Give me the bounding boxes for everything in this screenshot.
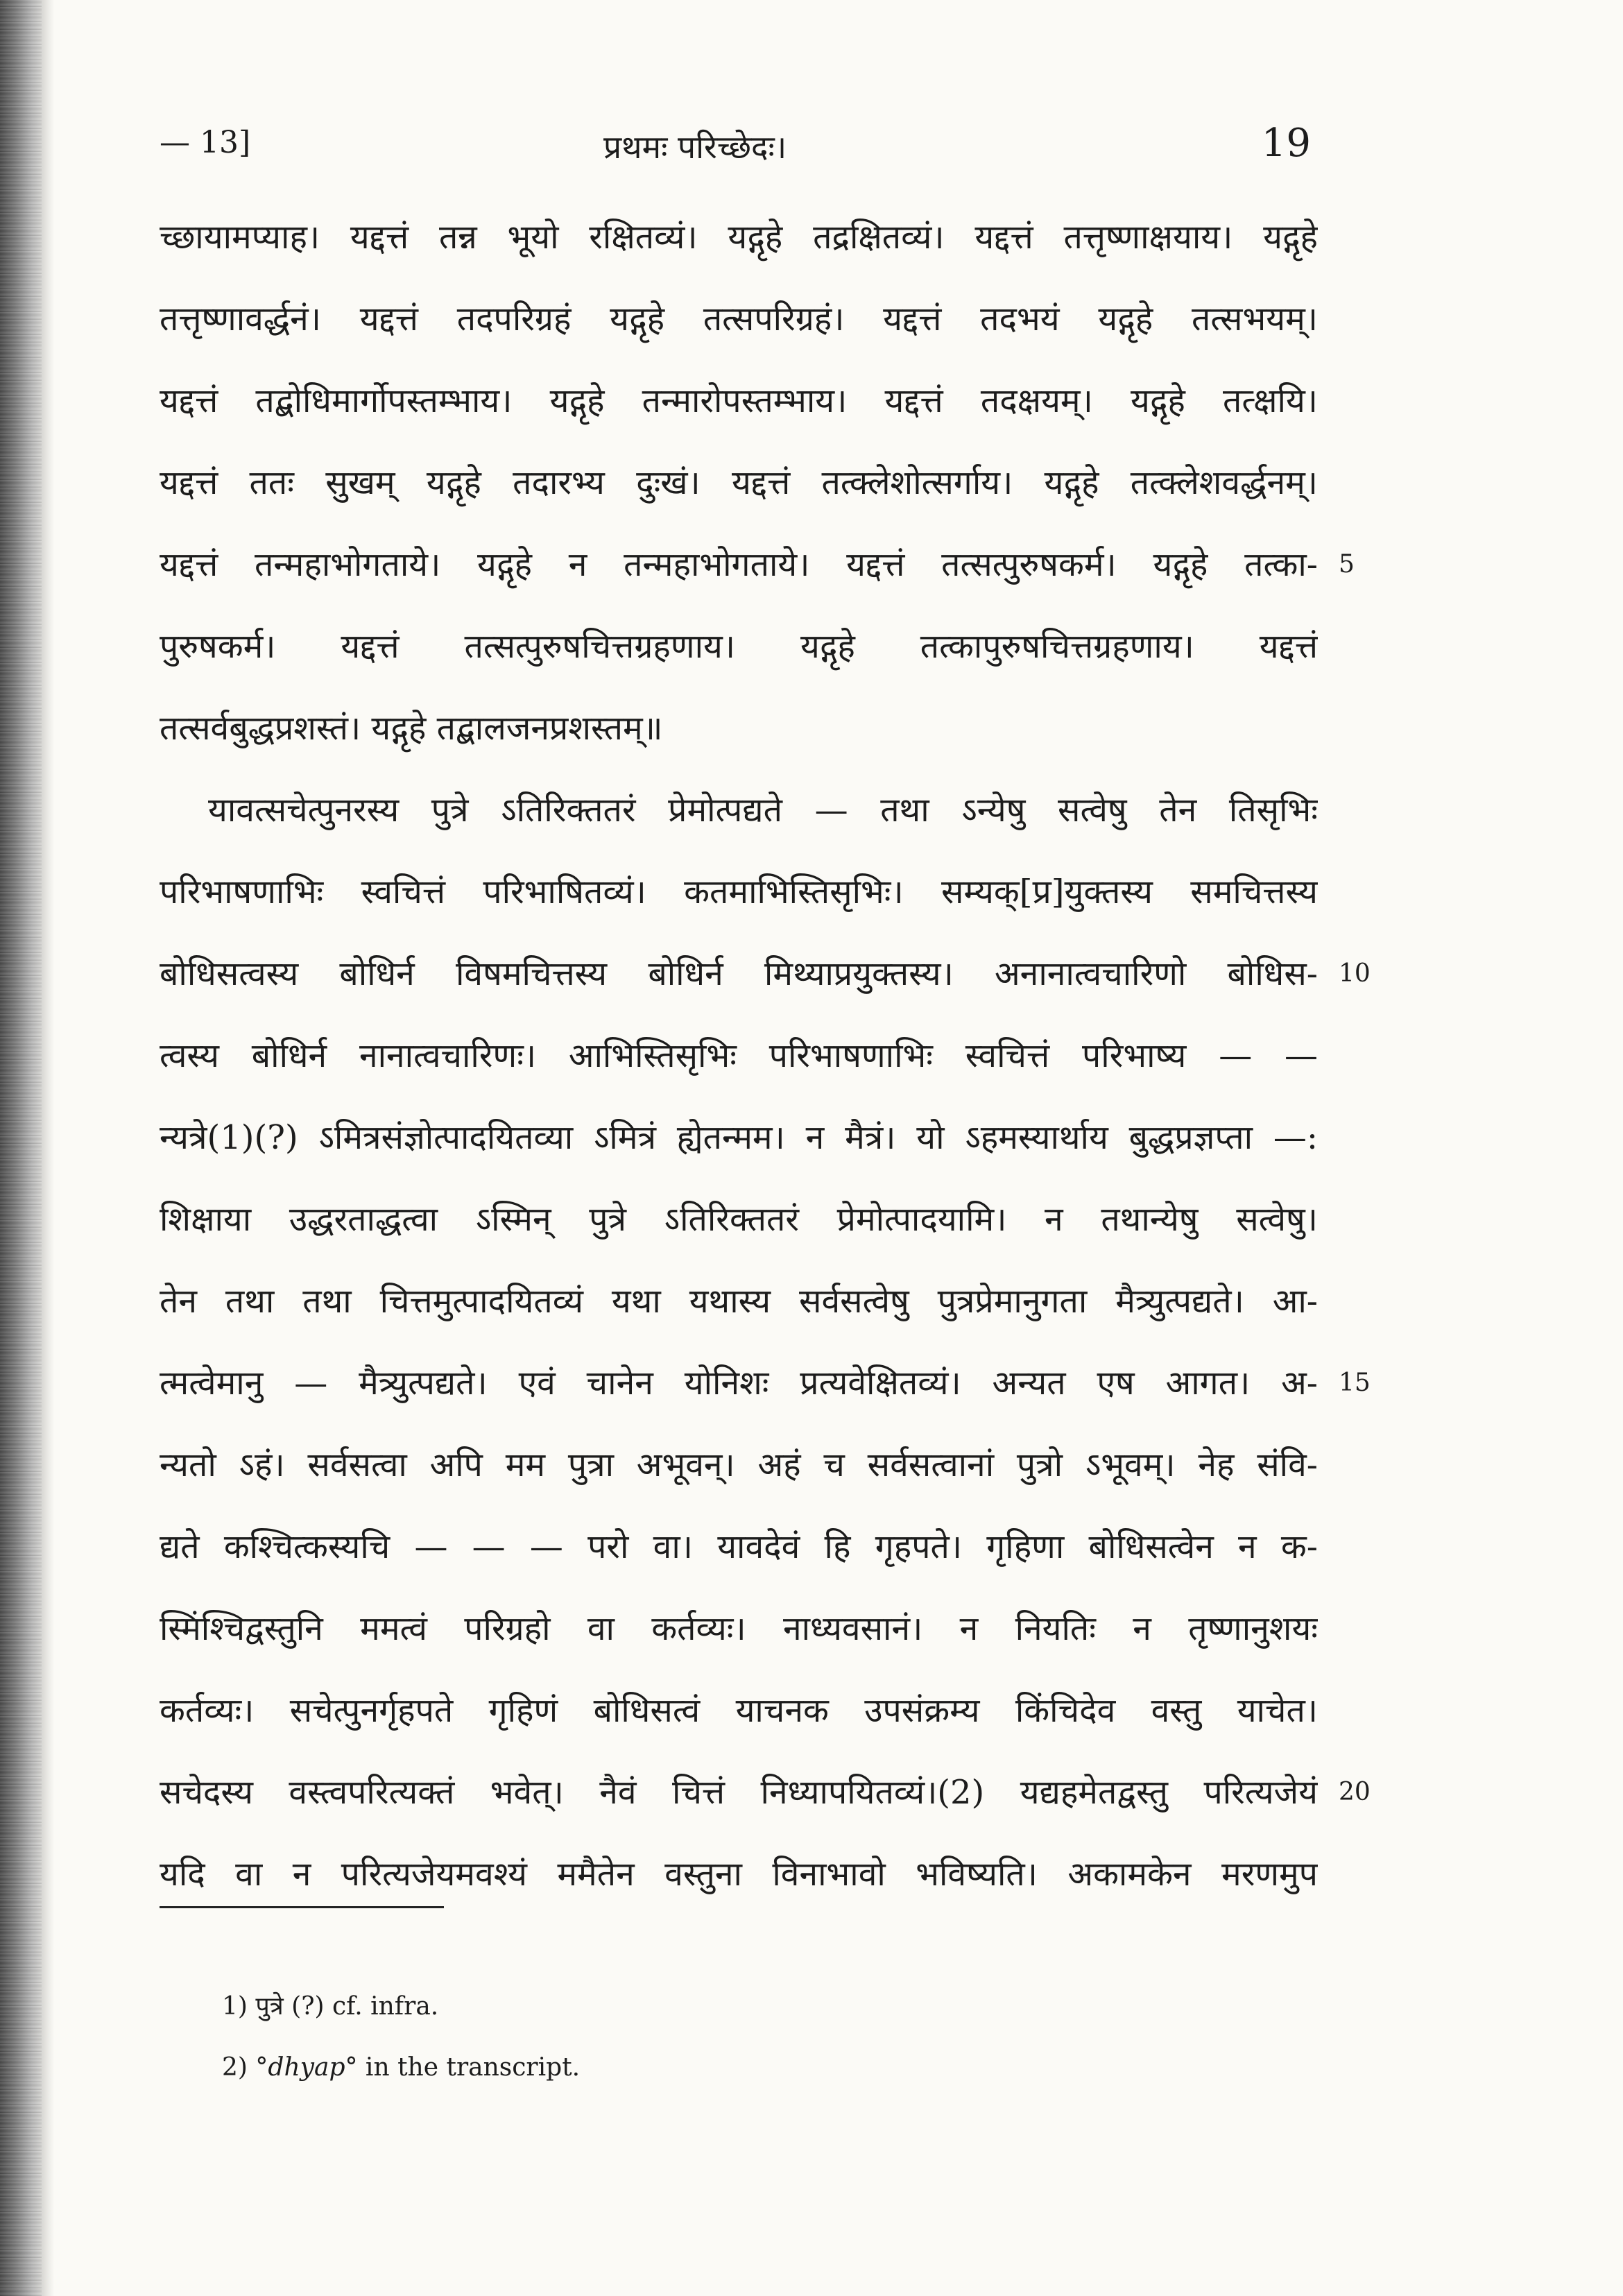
text-line-14: तेन तथा तथा चित्तमुत्पादयितव्यं यथा यथास्य सर्वसत्वेषु पुत्रप्रेमानुगता मैत्र्युत्पद्यते। आ- bbox=[160, 1282, 1318, 1321]
text-line-6: पुरुषकर्म। यद्दत्तं तत्सत्पुरुषचित्तग्रहणाय। यद्गृहे तत्कापुरुषचित्तग्रहणाय। यद्दत्तं bbox=[160, 627, 1318, 666]
text-line-17: द्यते कश्चित्कस्यचि — — — परो वा। यावदेवं हि गृहपते। गृहिणा बोधिसत्वेन न क- bbox=[160, 1527, 1318, 1566]
line-number: 10 bbox=[1339, 959, 1371, 988]
line-number: 5 bbox=[1339, 550, 1355, 579]
text-line-13: शिक्षाया उद्धरताद्धत्वा ऽस्मिन् पुत्रे ऽतिरिक्ततरं प्रेमोत्पादयामि। न तथान्येषु सत्वेषु। bbox=[160, 1200, 1318, 1239]
text-line-16: न्यतो ऽहं। सर्वसत्वा अपि मम पुत्रा अभूवन्। अहं च सर्वसत्वानां पुत्रो ऽभूवम्। नेह संवि- bbox=[160, 1446, 1318, 1484]
footnote-marker: 1) bbox=[222, 1992, 248, 2021]
text-line-11: त्वस्य बोधिर्न नानात्वचारिणः। आभिस्तिसृभिः परिभाषणाभिः स्वचित्तं परिभाष्य — — bbox=[160, 1036, 1318, 1075]
text-line-12: न्यत्रे(1)(?) ऽमित्रसंज्ञोत्पादयितव्या ऽमित्रं ह्येतन्मम। न मैत्रं। यो ऽहमस्यार्थाय बुद्धप्रज्ञप्ता —: bbox=[160, 1118, 1318, 1157]
page-ref: — 13] bbox=[160, 125, 251, 160]
text-line-21: यदि वा न परित्यजेयमवश्यं ममैतेन वस्तुना विनाभावो भविष्यति। अकामकेन मरणमुप bbox=[160, 1855, 1318, 1894]
text-line-2: तत्तृष्णावर्द्धनं। यद्दत्तं तदपरिग्रहं यद्गृहे तत्सपरिग्रहं। यद्दत्तं तदभयं यद्गृहे तत्सभयम्। bbox=[160, 300, 1318, 339]
footnote-2 bbox=[222, 2050, 580, 2085]
text-line-20: सचेदस्य वस्त्वपरित्यक्तं भवेत्। नैवं चित्तं निध्यापयितव्यं।(2) यद्यहमेतद्वस्तु परित्यजेयं bbox=[160, 1773, 1318, 1812]
text-line-4: यद्दत्तं ततः सुखम् यद्गृहे तदारभ्य दुःखं। यद्दत्तं तत्क्लेशोत्सर्गाय। यद्गृहे तत्क्लेशवर्द्धनम्। bbox=[160, 463, 1318, 502]
text-line-3: यद्दत्तं तद्बोधिमार्गोपस्तम्भाय। यद्गृहे तन्मारोपस्तम्भाय। यद्दत्तं तदक्षयम्। यद्गृहे तत्क्षयि। bbox=[160, 382, 1318, 420]
text-line-5: यद्दत्तं तन्महाभोगताये। यद्गृहे न तन्महाभोगताये। यद्दत्तं तत्सत्पुरुषकर्म। यद्गृहे तत्का- bbox=[160, 545, 1318, 584]
text-line-9: परिभाषणाभिः स्वचित्तं परिभाषितव्यं। कतमाभिस्तिसृभिः। सम्यक्[प्र]युक्तस्य समचित्तस्य bbox=[160, 873, 1318, 911]
text-line-8: यावत्सचेत्पुनरस्य पुत्रे ऽतिरिक्ततरं प्रेमोत्पद्यते — तथा ऽन्येषु सत्वेषु तेन तिसृभिः bbox=[208, 791, 1318, 830]
footnote-1 bbox=[222, 1989, 438, 2024]
page-header bbox=[160, 121, 1311, 173]
footnote-text: पुत्रे (?) cf. infra. bbox=[255, 1992, 439, 2021]
text-line-7: तत्सर्वबुद्धप्रशस्तं। यद्गृहे तद्बालजनप्रशस्तम्॥ bbox=[160, 709, 663, 748]
text-line-19: कर्तव्यः। सचेत्पुनर्गृहपते गृहिणं बोधिसत्वं याचनक उपसंक्रम्य किंचिदेव वस्तु याचेत। bbox=[160, 1691, 1318, 1730]
running-head: प्रथमः परिच्छेदः। bbox=[603, 128, 787, 166]
scan-noise bbox=[0, 0, 42, 2296]
footnote-marker: 2) bbox=[222, 2053, 248, 2082]
line-number: 20 bbox=[1339, 1778, 1371, 1806]
text-line-18: स्मिंश्चिद्वस्तुनि ममत्वं परिग्रहो वा कर्तव्यः। नाध्यवसानं। न नियतिः न तृष्णानुशयः bbox=[160, 1609, 1318, 1648]
line-number: 15 bbox=[1339, 1369, 1371, 1397]
text-line-15: त्मत्वेमानु — मैत्र्युत्पद्यते। एवं चानेन योनिशः प्रत्यवेक्षितव्यं। अन्यत एष आगत। अ- bbox=[160, 1364, 1318, 1403]
page-number: 19 bbox=[1261, 121, 1311, 166]
footnote-text: °dhyap° in the transcript. bbox=[255, 2053, 581, 2082]
footnote-rule bbox=[160, 1906, 444, 1908]
text-line-1: च्छायामप्याह। यद्दत्तं तन्न भूयो रक्षितव्यं। यद्गृहे तद्रक्षितव्यं। यद्दत्तं तत्तृष्णाक्षयाय। यद्गृहे bbox=[160, 218, 1318, 257]
text-line-10: बोधिसत्वस्य बोधिर्न विषमचित्तस्य बोधिर्न मिथ्याप्रयुक्तस्य। अनानात्वचारिणो बोधिस- bbox=[160, 954, 1318, 993]
